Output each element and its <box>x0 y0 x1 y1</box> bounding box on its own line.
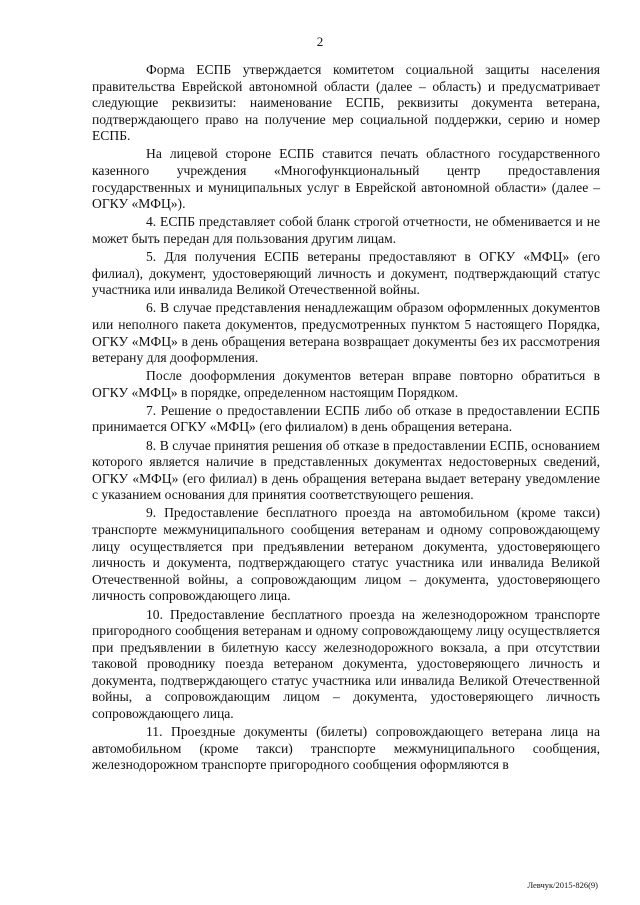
paragraph-reapply: После дооформления документов ветеран вправе повторно обратиться в ОГКУ «МФЦ» в порядке, определенном настоящим Порядком. <box>92 368 600 400</box>
footer-document-code: Левчук/2015-826(9) <box>527 880 598 890</box>
paragraph-item-4: 4. ЕСПБ представляет собой бланк строгой отчетности, не обменивается и не может быть передан для пользования другим лицам. <box>92 214 600 246</box>
paragraph-item-8: 8. В случае принятия решения об отказе в предоставлении ЕСПБ, основанием которого является наличие в представленных документах недостоверных сведений, ОГКУ «МФЦ» (его филиал) в день обращения ветерана выдает ветерану уведомление с указанием основания для принятия соответствующего решения. <box>92 437 600 503</box>
paragraph-item-6: 6. В случае представления ненадлежащим образом оформленных документов или неполного пакета документов, предусмотренных пунктом 5 настоящего Порядка, ОГКУ «МФЦ» в день обращения ветерана возвращает документы без их рассмотрения ветерану для дооформления. <box>92 300 600 366</box>
document-body <box>92 62 600 775</box>
paragraph-item-7: 7. Решение о предоставлении ЕСПБ либо об отказе в предоставлении ЕСПБ принимается ОГКУ «МФЦ» (его филиалом) в день обращения ветерана. <box>92 402 600 435</box>
paragraph-item-9: 9. Предоставление бесплатного проезда на автомобильном (кроме такси) транспорте межмуниципального сообщения ветеранам и одному сопровождающему лицу осуществляется при предъявлении ветераном документа, удостоверяющего личность и документа, подтверждающего статус участника или инвалида Великой Отечественной войны, а сопровождающим лицом – документа, удостоверяющего личность сопровождающего лица. <box>92 505 600 604</box>
page-number: 2 <box>316 34 324 49</box>
paragraph-item-11: 11. Проездные документы (билеты) сопровождающего ветерана лица на автомобильном (кроме такси) транспорте межмуниципального сообщения, железнодорожном транспорте пригородного сообщения оформляются в <box>92 724 600 773</box>
paragraph-seal: На лицевой стороне ЕСПБ ставится печать областного государственного казенного учреждения «Многофункциональный центр предоставления государственных и муниципальных услуг в Еврейской автономной области» (далее – ОГКУ «МФЦ»). <box>92 146 600 212</box>
paragraph-item-10: 10. Предоставление бесплатного проезда на железнодорожном транспорте пригородного сообщения ветеранам и одному сопровождающему лицу осуществляется при предъявлении в билетную кассу железнодорожного вокзала, а при отсутствии таковой проводнику поезда ветераном документа, удостоверяющего личность и документа, подтверждающего статус участника или инвалида Великой Отечественной войны, а сопровождающим лицом – документа, удостоверяющего личность сопровождающего лица. <box>92 606 600 722</box>
paragraph-item-5: 5. Для получения ЕСПБ ветераны предоставляют в ОГКУ «МФЦ» (его филиал), документ, удостоверяющий личность и документ, подтверждающий статус участника или инвалида Великой Отечественной войны. <box>92 249 600 298</box>
paragraph-form-requisites: Форма ЕСПБ утверждается комитетом социальной защиты населения правительства Еврейской автономной области (далее – область) и предусматривает следующие реквизиты: наименование ЕСПБ, реквизиты документа ветерана, подтверждающего право на получение мер социальной поддержки, серию и номер ЕСПБ. <box>92 62 600 144</box>
